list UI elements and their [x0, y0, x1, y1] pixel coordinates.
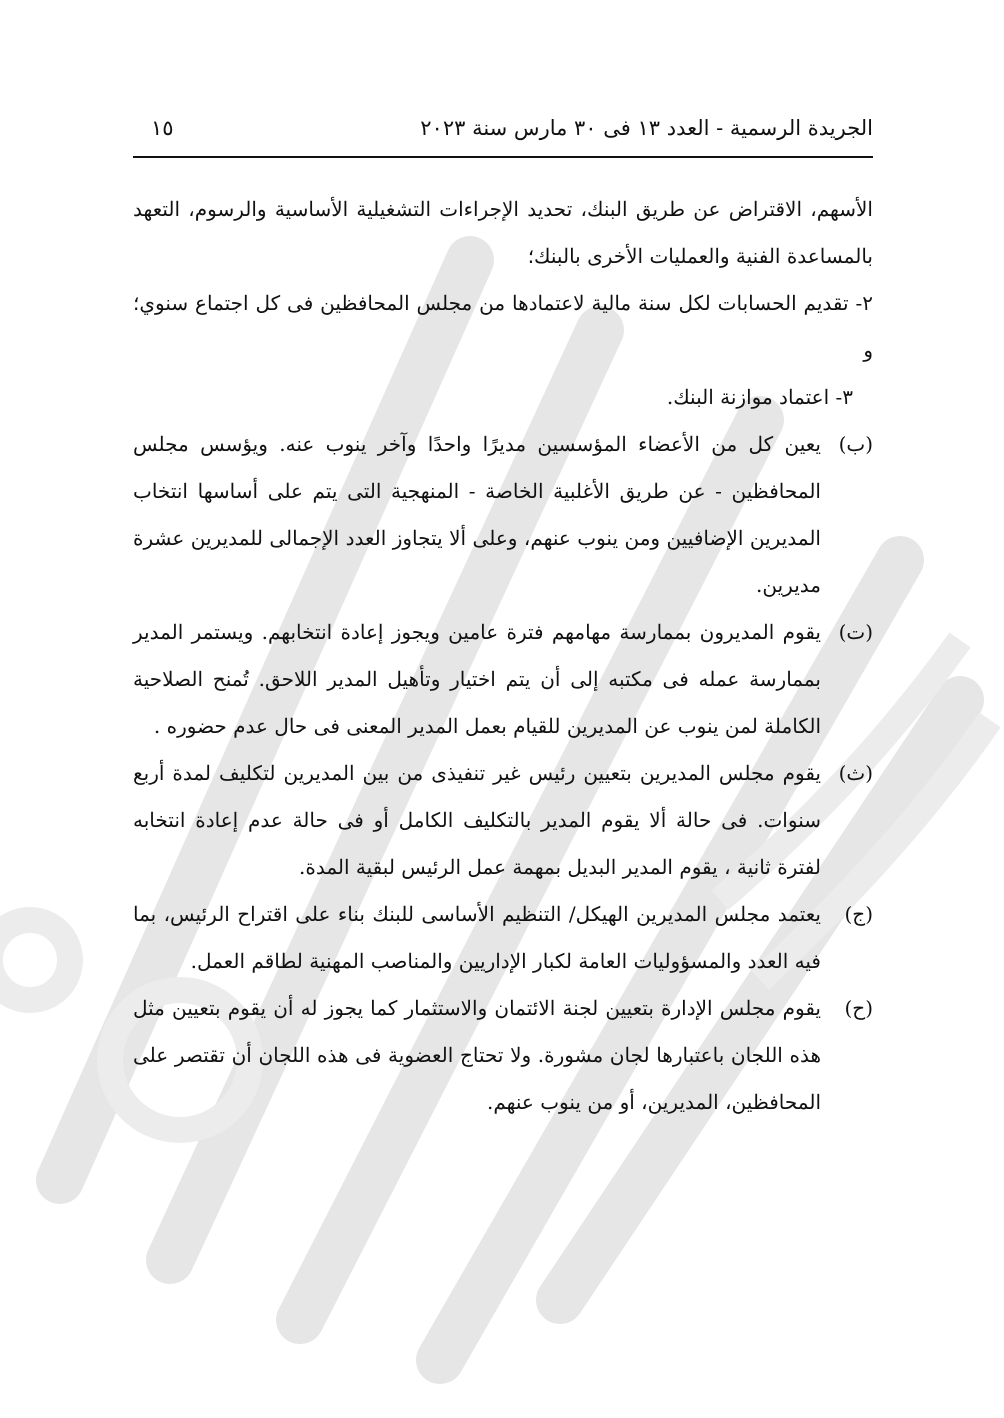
clause-label: (ح)	[844, 996, 873, 1020]
clause-h	[133, 985, 873, 1126]
clause-text: يقوم مجلس المديرين بتعيين رئيس غير تنفيذى من بين المديرين لتكليف لمدة أربع سنوات. فى حالة ألا يقوم المدير بالتكليف الكامل أو فى حالة عدم إعادة انتخابه لفترة ثانية ، يقوم المدير البديل بمهمة عمل الرئيس لبقية المدة.	[133, 761, 821, 879]
clause-t	[133, 609, 873, 750]
page-header	[133, 112, 873, 156]
clause-label: (ت)	[838, 620, 873, 644]
intro-paragraph: الأسهم، الاقتراض عن طريق البنك، تحديد الإجراءات التشغيلية الأساسية والرسوم، التعهد بالمساعدة الفنية والعمليات الأخرى بالبنك؛	[133, 197, 873, 268]
point-2: ٢- تقديم الحسابات لكل سنة مالية لاعتمادها من مجلس المحافظين فى كل اجتماع سنوي؛ و	[133, 291, 874, 362]
clause-label: (ب)	[838, 432, 873, 456]
clause-th	[133, 750, 873, 891]
gazette-title: الجريدة الرسمية - العدد ١٣ فى ٣٠ مارس سنة ٢٠٢٣	[420, 116, 873, 140]
clause-text: يقوم مجلس الإدارة بتعيين لجنة الائتمان والاستثمار كما يجوز له أن يقوم بتعيين مثل هذه اللجان باعتبارها لجان مشورة. ولا تحتاج العضوية فى هذه اللجان أن تقتصر على المحافظين، المديرين، أو من ينوب عنهم.	[133, 996, 821, 1114]
clause-text: يعتمد مجلس المديرين الهيكل/ التنظيم الأساسى للبنك بناء على اقتراح الرئيس، بما فيه العدد والمسؤوليات العامة لكبار الإداريين والمناصب المهنية لطاقم العمل.	[133, 902, 822, 973]
clause-b	[133, 421, 873, 609]
document-body	[133, 186, 873, 1126]
page-number: ١٥	[151, 116, 174, 140]
clause-j	[133, 891, 873, 985]
clause-label: (ث)	[838, 761, 873, 785]
clause-label: (ج)	[844, 902, 873, 926]
point-3: ٣- اعتماد موازنة البنك.	[666, 385, 853, 409]
header-rule	[133, 156, 873, 158]
clause-text: يعين كل من الأعضاء المؤسسين مديرًا واحدًا وآخر ينوب عنه. ويؤسس مجلس المحافظين - عن طريق الأغلبية الخاصة - المنهجية التى يتم على أساسها انتخاب المديرين الإضافيين ومن ينوب عنهم، وعلى ألا يتجاوز العدد الإجمالى للمديرين عشرة مديرين.	[133, 432, 821, 597]
clause-text: يقوم المديرون بممارسة مهامهم فترة عامين ويجوز إعادة انتخابهم. ويستمر المدير بممارسة عمله فى مكتبه إلى أن يتم اختيار وتأهيل المدير اللاحق. تُمنح الصلاحية الكاملة لمن ينوب عن المديرين للقيام بعمل المدير المعنى فى حال عدم حضوره .	[133, 620, 821, 738]
